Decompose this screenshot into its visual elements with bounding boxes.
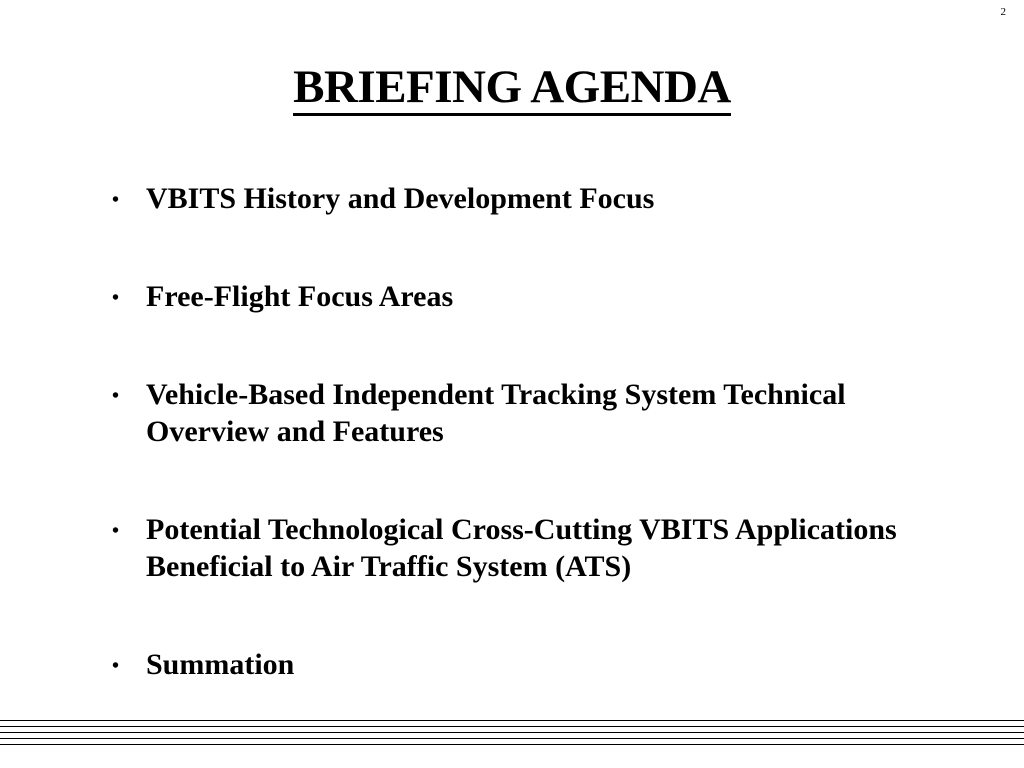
agenda-item-label: VBITS History and Development Focus bbox=[146, 182, 655, 215]
slide-title bbox=[0, 62, 1024, 114]
footer-rule-line bbox=[0, 732, 1024, 733]
footer-rule-line bbox=[0, 726, 1024, 727]
agenda-item-label: Free-Flight Focus Areas bbox=[146, 280, 454, 313]
bullet-icon: • bbox=[112, 189, 120, 211]
agenda-item-label: Potential Technological Cross-Cutting VBITS Applications Beneficial to Air Traffic System (ATS) bbox=[146, 513, 897, 583]
footer-rule-line bbox=[0, 720, 1024, 721]
bullet-icon: • bbox=[112, 287, 120, 309]
agenda-item-free-flight bbox=[112, 278, 912, 315]
agenda-item-label: Summation bbox=[146, 648, 295, 681]
bullet-icon: • bbox=[112, 520, 120, 542]
footer-rule-line bbox=[0, 744, 1024, 745]
footer-rule-line bbox=[0, 738, 1024, 739]
slide-title-text: BRIEFING AGENDA bbox=[293, 61, 731, 116]
bullet-icon: • bbox=[112, 385, 120, 407]
agenda-item-applications bbox=[112, 511, 912, 585]
agenda-item-technical-overview bbox=[112, 376, 912, 450]
agenda-item-history bbox=[112, 180, 912, 217]
agenda-list bbox=[112, 180, 912, 683]
footer-rules bbox=[0, 720, 1024, 750]
bullet-icon: • bbox=[112, 655, 120, 677]
agenda-item-label: Vehicle-Based Independent Tracking System Technical Overview and Features bbox=[146, 378, 846, 448]
agenda-item-summation bbox=[112, 646, 912, 683]
page-number: 2 bbox=[1000, 6, 1006, 18]
